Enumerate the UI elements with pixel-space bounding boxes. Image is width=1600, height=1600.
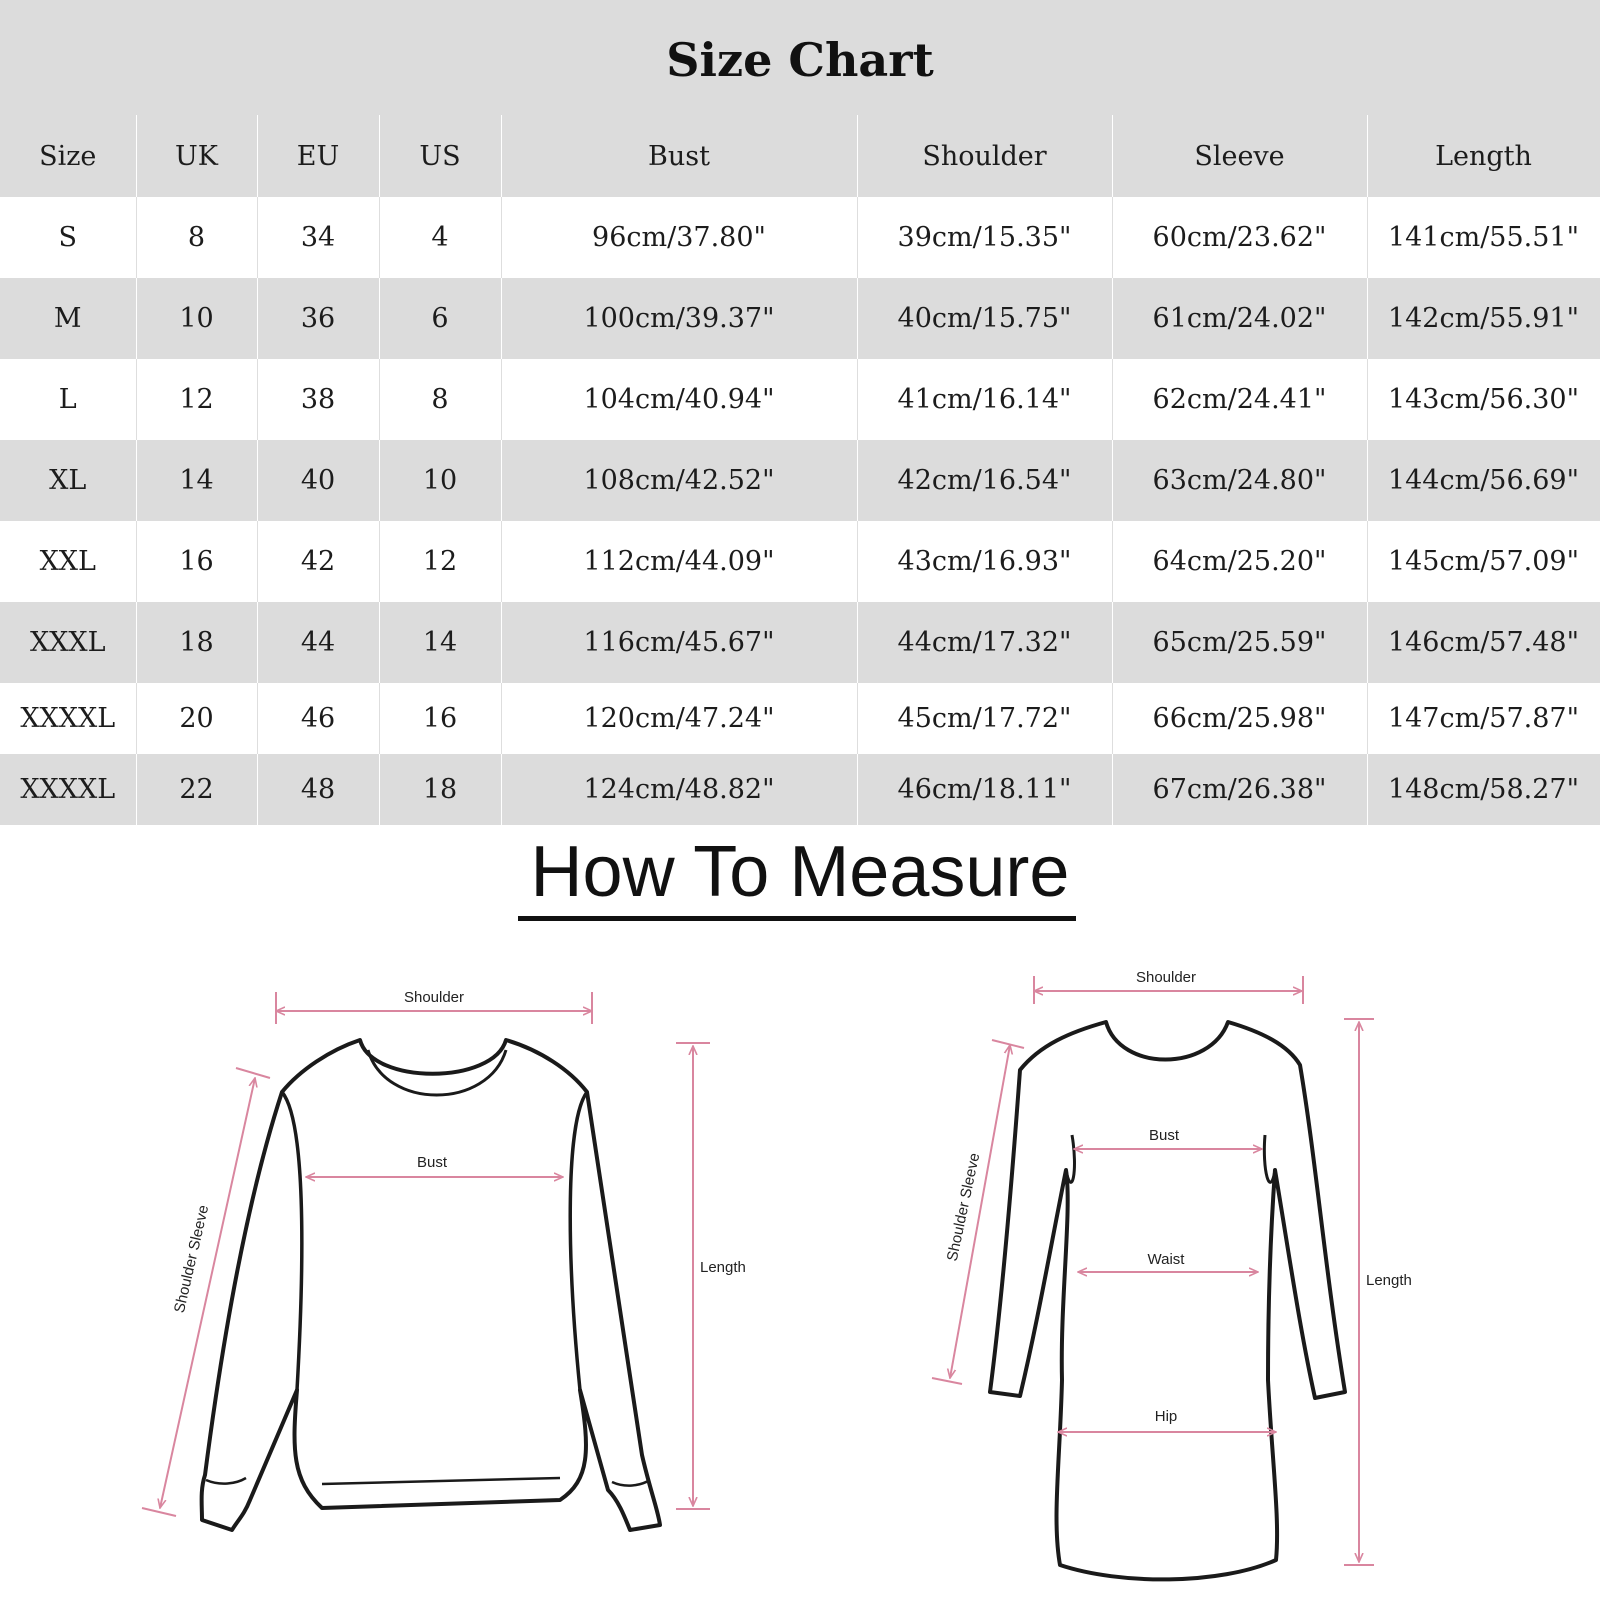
cell-length: 147cm/57.87" <box>1367 683 1600 754</box>
sweatshirt-bust-label: Bust <box>416 1154 448 1171</box>
how-to-measure-title: How To Measure <box>530 832 1070 912</box>
cell-bust: 100cm/39.37" <box>501 278 857 359</box>
cell-sleeve: 63cm/24.80" <box>1112 440 1367 521</box>
cell-us: 18 <box>379 754 501 825</box>
cell-shoulder: 42cm/16.54" <box>857 440 1112 521</box>
cell-shoulder: 40cm/15.75" <box>857 278 1112 359</box>
header-eu: EU <box>257 115 379 197</box>
cell-uk: 8 <box>136 197 257 278</box>
cell-eu: 44 <box>257 602 379 683</box>
cell-sleeve: 65cm/25.59" <box>1112 602 1367 683</box>
cell-bust: 116cm/45.67" <box>501 602 857 683</box>
table-header-row <box>0 115 1600 197</box>
cell-eu: 46 <box>257 683 379 754</box>
cell-sleeve: 60cm/23.62" <box>1112 197 1367 278</box>
cell-eu: 48 <box>257 754 379 825</box>
cell-length: 144cm/56.69" <box>1367 440 1600 521</box>
cell-us: 6 <box>379 278 501 359</box>
sweatshirt-sleeve-label: Shoulder Sleeve <box>170 1203 213 1315</box>
cell-size: XXL <box>0 521 136 602</box>
cell-shoulder: 41cm/16.14" <box>857 359 1112 440</box>
measurement-diagrams <box>0 930 1600 1600</box>
cell-length: 145cm/57.09" <box>1367 521 1600 602</box>
cell-length: 141cm/55.51" <box>1367 197 1600 278</box>
sweatshirt-sleeve-tick <box>236 1068 270 1078</box>
dress-outline <box>990 1022 1345 1579</box>
sweatshirt-shoulder-label: Shoulder <box>403 989 465 1006</box>
cell-bust: 120cm/47.24" <box>501 683 857 754</box>
cell-size: L <box>0 359 136 440</box>
cell-us: 8 <box>379 359 501 440</box>
table-row <box>0 521 1600 602</box>
cell-eu: 36 <box>257 278 379 359</box>
cell-eu: 38 <box>257 359 379 440</box>
header-size: Size <box>0 115 136 197</box>
cell-eu: 40 <box>257 440 379 521</box>
cell-uk: 22 <box>136 754 257 825</box>
cell-sleeve: 62cm/24.41" <box>1112 359 1367 440</box>
cell-uk: 20 <box>136 683 257 754</box>
cell-sleeve: 66cm/25.98" <box>1112 683 1367 754</box>
dress-sleeve-label: Shoulder Sleeve <box>943 1151 984 1263</box>
cell-length: 146cm/57.48" <box>1367 602 1600 683</box>
cell-size: XL <box>0 440 136 521</box>
dress-diagram <box>932 969 1412 1579</box>
dress-sleeve-tick <box>992 1040 1024 1048</box>
cell-uk: 16 <box>136 521 257 602</box>
cell-us: 14 <box>379 602 501 683</box>
dress-length-label: Length <box>1366 1272 1412 1289</box>
cell-bust: 108cm/42.52" <box>501 440 857 521</box>
cell-bust: 124cm/48.82" <box>501 754 857 825</box>
header-sleeve: Sleeve <box>1112 115 1367 197</box>
cell-bust: 104cm/40.94" <box>501 359 857 440</box>
cell-us: 10 <box>379 440 501 521</box>
cell-length: 148cm/58.27" <box>1367 754 1600 825</box>
sweatshirt-diagram <box>142 989 746 1530</box>
table-row <box>0 602 1600 683</box>
cell-length: 142cm/55.91" <box>1367 278 1600 359</box>
header-shoulder: Shoulder <box>857 115 1112 197</box>
dress-waist-label: Waist <box>1147 1251 1185 1268</box>
cell-us: 12 <box>379 521 501 602</box>
cell-uk: 12 <box>136 359 257 440</box>
cell-sleeve: 64cm/25.20" <box>1112 521 1367 602</box>
cell-uk: 18 <box>136 602 257 683</box>
cell-shoulder: 43cm/16.93" <box>857 521 1112 602</box>
cell-shoulder: 44cm/17.32" <box>857 602 1112 683</box>
size-table <box>0 115 1600 825</box>
cell-uk: 14 <box>136 440 257 521</box>
table-row <box>0 359 1600 440</box>
cell-sleeve: 61cm/24.02" <box>1112 278 1367 359</box>
cell-bust: 112cm/44.09" <box>501 521 857 602</box>
cell-sleeve: 67cm/26.38" <box>1112 754 1367 825</box>
cell-size: XXXXL <box>0 683 136 754</box>
cell-size: XXXL <box>0 602 136 683</box>
cell-shoulder: 45cm/17.72" <box>857 683 1112 754</box>
cell-size: XXXXL <box>0 754 136 825</box>
cell-shoulder: 46cm/18.11" <box>857 754 1112 825</box>
dress-sleeve-tick <box>932 1378 962 1384</box>
header-us: US <box>379 115 501 197</box>
cell-eu: 34 <box>257 197 379 278</box>
table-row <box>0 197 1600 278</box>
cell-us: 16 <box>379 683 501 754</box>
header-uk: UK <box>136 115 257 197</box>
cell-us: 4 <box>379 197 501 278</box>
header-length: Length <box>1367 115 1600 197</box>
cell-size: M <box>0 278 136 359</box>
sweatshirt-length-label: Length <box>700 1259 746 1276</box>
table-row <box>0 278 1600 359</box>
dress-hip-label: Hip <box>1154 1408 1178 1425</box>
table-row <box>0 754 1600 825</box>
cell-size: S <box>0 197 136 278</box>
table-row <box>0 440 1600 521</box>
dress-bust-label: Bust <box>1148 1127 1180 1144</box>
cell-eu: 42 <box>257 521 379 602</box>
header-bust: Bust <box>501 115 857 197</box>
sweatshirt-outline <box>202 1040 660 1530</box>
title-underline <box>518 916 1076 921</box>
size-chart-title: Size Chart <box>0 0 1600 115</box>
sweatshirt-sleeve-tick <box>142 1508 176 1516</box>
cell-uk: 10 <box>136 278 257 359</box>
cell-length: 143cm/56.30" <box>1367 359 1600 440</box>
table-row <box>0 683 1600 754</box>
cell-shoulder: 39cm/15.35" <box>857 197 1112 278</box>
dress-shoulder-label: Shoulder <box>1135 969 1197 986</box>
cell-bust: 96cm/37.80" <box>501 197 857 278</box>
